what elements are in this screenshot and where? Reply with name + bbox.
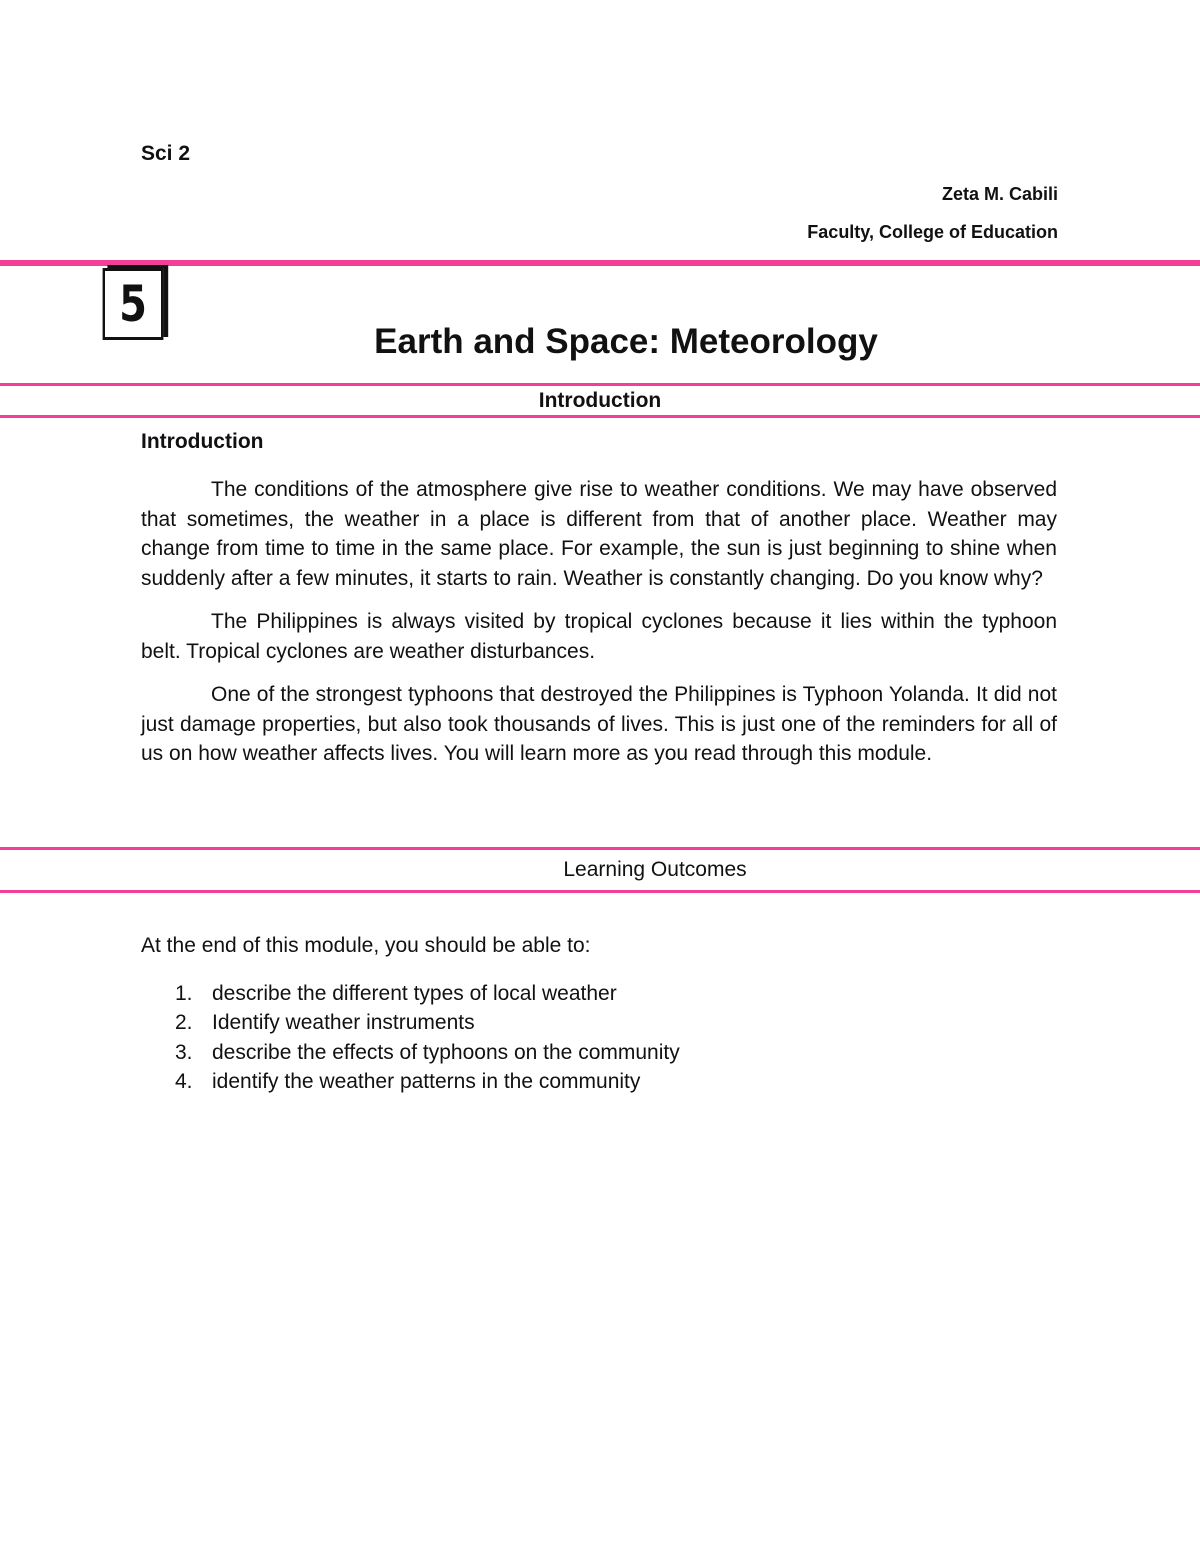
outcomes-intro: At the end of this module, you should be able to: [141, 934, 591, 957]
module-title: Earth and Space: Meteorology [374, 322, 878, 361]
section-divider-bottom [0, 415, 1200, 418]
paragraph: The conditions of the atmosphere give rise to weather conditions. We may have observed that sometimes, the weather in a place is different from that of another place. Weather may change from time to time in the same place. For example, the sun is just beginning to shine when suddenly after a few minutes, it starts to rain. Weather is constantly changing. Do you know why? [141, 478, 1057, 590]
list-text: Identify weather instruments [212, 1011, 475, 1035]
list-item [141, 1067, 680, 1096]
list-number: 1. [175, 982, 193, 1005]
header-divider [0, 260, 1200, 266]
introduction-body [141, 475, 1057, 783]
section-band-introduction: Introduction [538, 389, 662, 412]
section-band-learning-outcomes: Learning Outcomes [563, 858, 747, 881]
list-number: 3. [175, 1040, 193, 1064]
paragraph: One of the strongest typhoons that destroyed the Philippines is Typhoon Yolanda. It did not just damage properties, but also took thousands of lives. This is just one of the reminders for all of us on how weather affects lives. You will learn more as you read through this module. [141, 683, 1057, 765]
paragraph: The Philippines is always visited by tropical cyclones because it lies within the typhoon belt. Tropical cyclones are weather disturbances. [141, 610, 1057, 663]
introduction-heading: Introduction [141, 430, 264, 453]
outcomes-list [141, 979, 680, 1096]
list-number: 2. [175, 1011, 193, 1035]
author-affiliation: Faculty, College of Education [807, 222, 1058, 242]
list-item [141, 979, 680, 1008]
course-code: Sci 2 [141, 142, 191, 165]
list-text: describe the different types of local weather [212, 982, 617, 1005]
list-item [141, 1008, 680, 1037]
list-text: describe the effects of typhoons on the community [212, 1040, 680, 1064]
author-name: Zeta M. Cabili [941, 184, 1058, 204]
list-text: identify the weather patterns in the community [212, 1069, 641, 1093]
module-number-badge: 5 [103, 268, 164, 340]
list-item [141, 1038, 680, 1067]
section-divider-bottom [0, 890, 1200, 893]
list-number: 4. [175, 1069, 193, 1093]
